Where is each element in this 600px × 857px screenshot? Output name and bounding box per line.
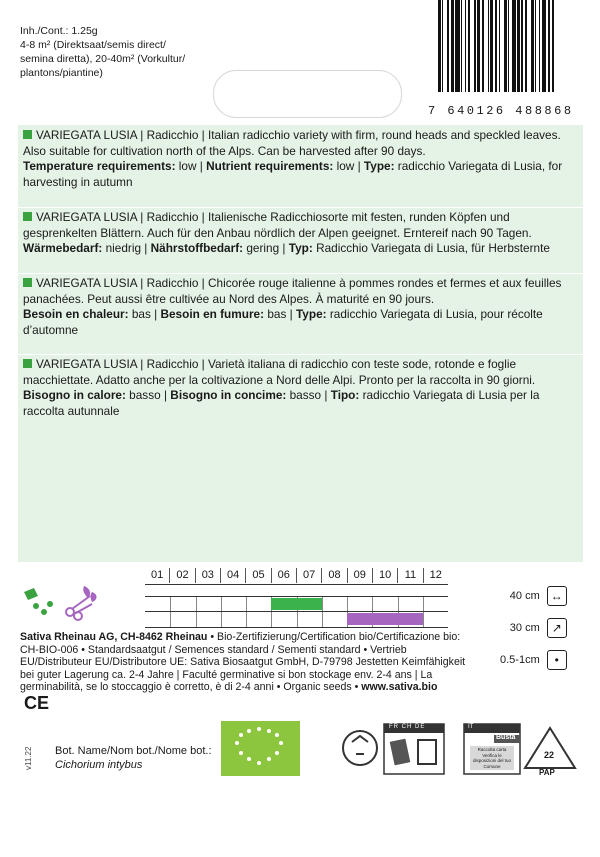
calendar-cell	[322, 597, 348, 612]
area-line: semina diretta), 20-40m² (Vorkultur/	[20, 53, 186, 65]
area-line: 4-8 m² (Direktsaat/semis direct/	[20, 39, 166, 51]
calendar-row-planting	[145, 596, 448, 612]
calendar-cell	[372, 597, 398, 612]
sowing-depth: 0.5-1cm •	[500, 644, 567, 676]
recycling-info	[340, 718, 600, 783]
eu-leaf-icon	[221, 721, 300, 776]
pap-label: PAP	[539, 768, 555, 777]
sowing-depth-icon: •	[547, 650, 567, 670]
botanical-name: Bot. Name/Nom bot./Nome bot.: Cichorium intybus	[55, 745, 212, 771]
calendar-cell	[221, 612, 247, 627]
description-fr: VARIEGATA LUSIA | Radicchio | Chicorée rouge italienne à pommes rondes et fermes et aux feuilles panachées. Peut aussi être cultivée au Nord des Alpes. À maturité en 90 jours. Besoin en chaleur: bas | Besoin en fumure: bas | Type: radicchio Variegata di Lusia, pour récolte d’automne	[23, 276, 562, 337]
month-label: 09	[347, 568, 372, 583]
calendar-cell	[297, 612, 323, 627]
month-label: 11	[397, 568, 422, 583]
barcode-number: 7 640126 488868	[428, 104, 574, 118]
area-line: plantons/piantine)	[20, 67, 103, 79]
country-codes: FR CH DE	[389, 724, 426, 730]
row-distance: 40 cm ↔	[500, 580, 567, 612]
cultivation-calendar	[145, 568, 448, 623]
company-info: Sativa Rheinau AG, CH-8462 Rheinau • Bio-Zertifizierung/Certification bio/Certificazione bio: CH-BIO-006 • Standardsaatgut / Semences standard / Sementi standard • Vertrieb EU/Distributeur EU/Distributore UE: Sativa Biosaatgut GmbH, D-79798 Jestetten Keimfähigkeit bei guter Lagerung ca. 2-4 Jahre | Faculté germinative si bon stockage env. 2-4 ans | La germinabilità, se lo stoccaggio è corretto, è di 2-4 anni • Organic seeds • www.sativa.bio	[20, 631, 466, 694]
green-square-icon	[23, 130, 32, 139]
month-label: 05	[245, 568, 270, 583]
sowing-period-bar	[271, 598, 322, 610]
month-label: 06	[271, 568, 296, 583]
barcode-bar	[554, 0, 555, 92]
calendar-cell	[196, 612, 222, 627]
calendar-cell	[170, 597, 196, 612]
divider	[18, 207, 583, 208]
calendar-cell	[398, 597, 424, 612]
busta-label: Busta	[496, 734, 516, 741]
month-label: 08	[321, 568, 346, 583]
divider	[18, 273, 583, 274]
month-label: 07	[296, 568, 321, 583]
description-en: VARIEGATA LUSIA | Radicchio | Italian radicchio variety with firm, round heads and speckled leaves. Also suitable for cultivation north of the Alps. Can be harvested after 90 days. Temperature requirements: low | Nutrient requirements: low | Type: radicchio Variegata di Lusia, for harvesting in autumn	[23, 128, 563, 189]
calendar-cell	[246, 597, 272, 612]
month-label: 01	[151, 569, 164, 581]
description-it: VARIEGATA LUSIA | Radicchio | Varietà italiana di radicchio con teste sode, rotonde e foglie macchiettate. Adatto anche per la coltivazione a Nord delle Alpi. Pronto per la raccolta in 90 giorni. Bisogno in calore: basso | Bisogno in concime: basso | Tipo: radicchio Variegata di Lusia per la raccolta autunnale	[23, 357, 540, 418]
green-square-icon	[23, 212, 32, 221]
calendar-legend-icons	[20, 582, 140, 627]
calendar-cell	[196, 597, 222, 612]
package-info	[20, 24, 210, 80]
content-weight: Inh./Cont.: 1.25g	[20, 25, 98, 37]
row-distance-icon: ↔	[547, 586, 567, 606]
month-label: 10	[372, 568, 397, 583]
calendar-cell	[170, 612, 196, 627]
calendar-cell	[347, 597, 373, 612]
busta-text: Raccolta carta Verifica le disposizioni del tuo Comune	[472, 747, 512, 769]
calendar-cell	[423, 612, 449, 627]
plant-distance: 30 cm ↗	[500, 612, 567, 644]
divider	[18, 354, 583, 355]
calendar-cell	[271, 612, 297, 627]
calendar-row-harvest	[145, 611, 448, 628]
month-label: 04	[220, 568, 245, 583]
ce-mark: CE	[24, 693, 50, 713]
barcode	[428, 0, 588, 127]
pap-code: 22	[544, 750, 555, 760]
version-number: v11.22	[24, 746, 33, 770]
green-square-icon	[23, 359, 32, 368]
month-label: 02	[169, 568, 194, 583]
harvest-scissors-icon	[62, 582, 102, 622]
description-panel	[18, 125, 583, 562]
calendar-cell	[423, 597, 449, 612]
month-label: 12	[423, 568, 448, 583]
hang-hole	[213, 70, 402, 118]
description-de: VARIEGATA LUSIA | Radicchio | Italienische Radicchiosorte mit festen, runden Köpfen und gesprenkelten Blättern. Auch für den Anbau nördlich der Alpen geeignet. Erntereif nach 90 Tagen. Wärmebedarf: niedrig | Nährstoffbedarf: gering | Typ: Radicchio Variegata di Lusia, für Herbsternte	[23, 210, 550, 256]
eu-organic-logo	[221, 721, 300, 776]
barcode-bars	[438, 0, 585, 92]
calendar-cell	[246, 612, 272, 627]
calendar-months	[145, 568, 448, 583]
it-label: IT	[468, 724, 474, 730]
pap-recycle-icon	[525, 728, 575, 768]
calendar-cell	[322, 612, 348, 627]
green-square-icon	[23, 278, 32, 287]
plant-distance-icon: ↗	[547, 618, 567, 638]
month-label: 03	[195, 568, 220, 583]
harvest-period-bar	[347, 613, 423, 625]
calendar-cell	[221, 597, 247, 612]
spacing-info	[500, 580, 567, 676]
